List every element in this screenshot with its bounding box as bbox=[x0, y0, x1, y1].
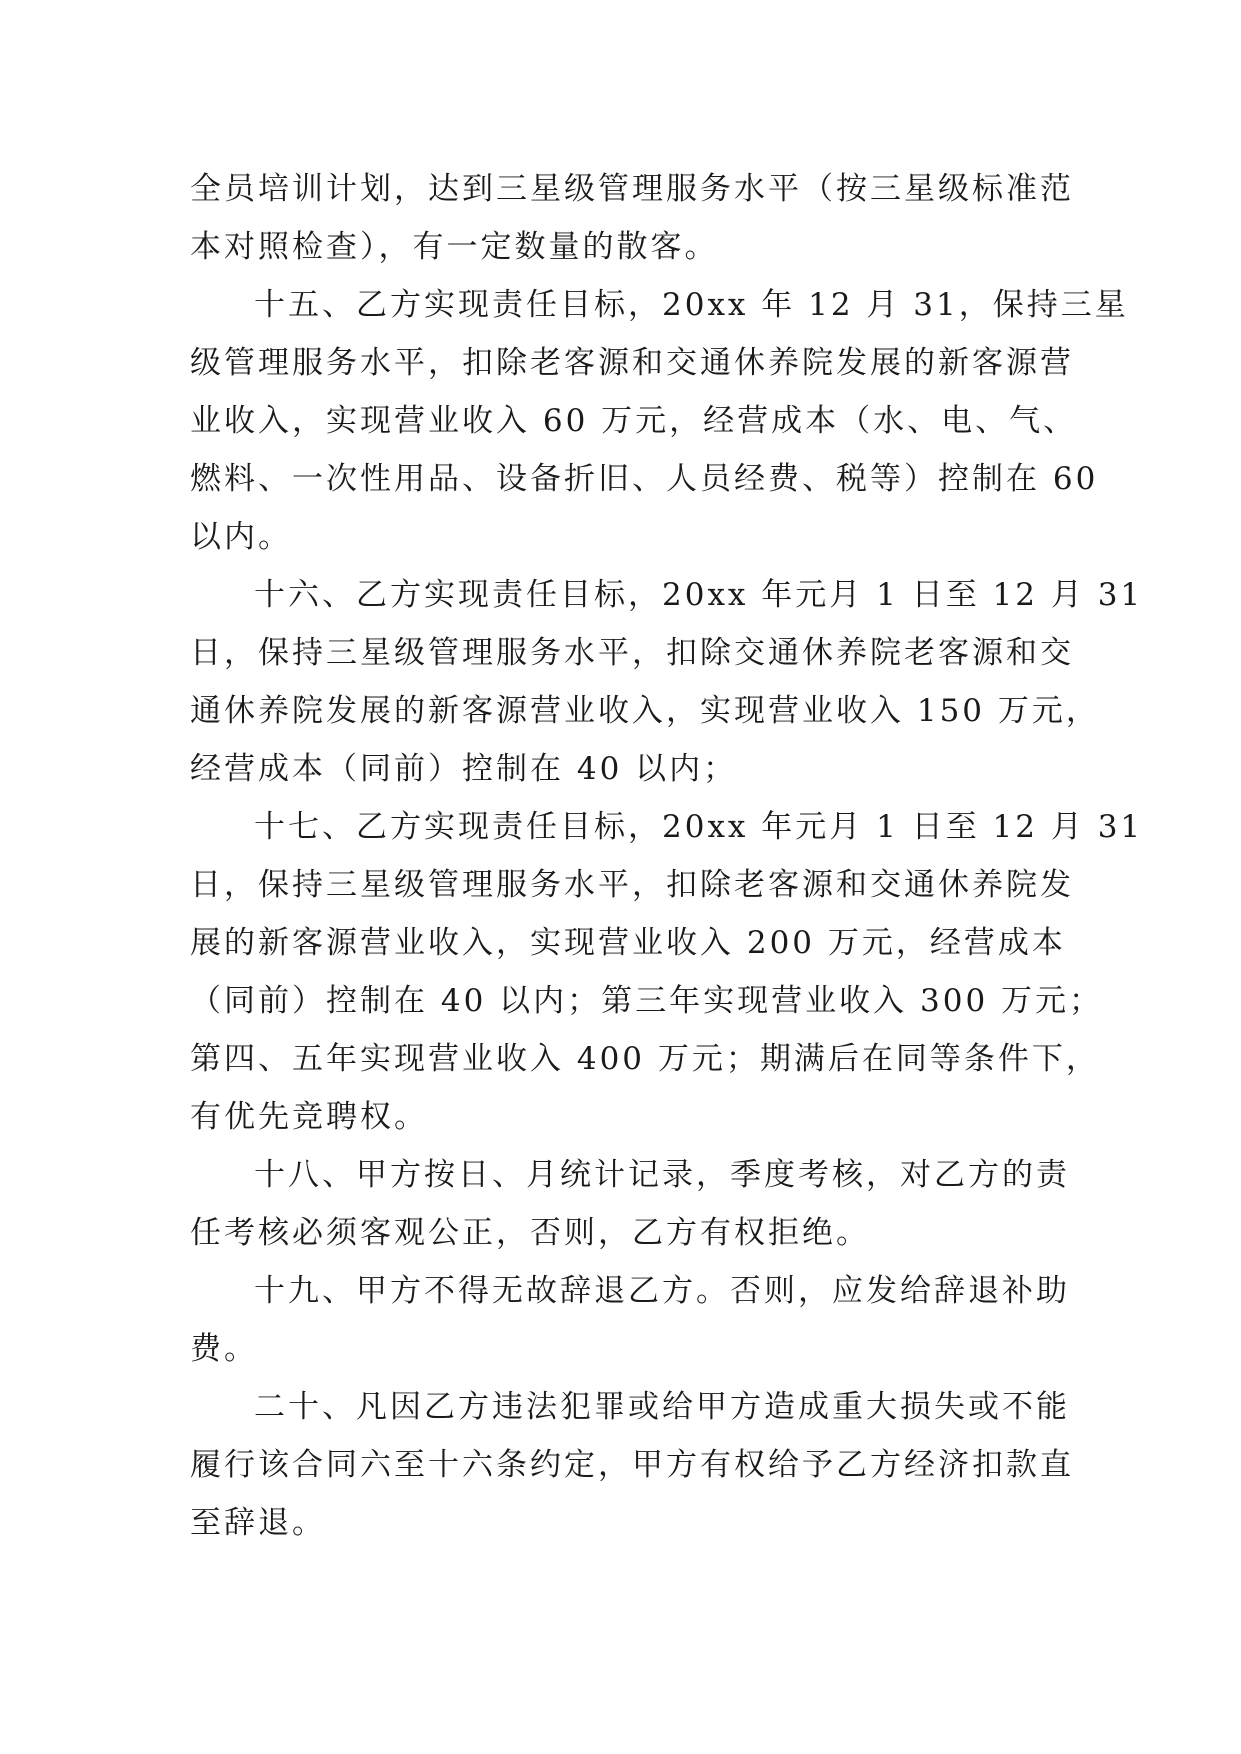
text-line: 以内。 bbox=[190, 519, 292, 555]
text-line: 日，保持三星级管理服务水平，扣除交通休养院老客源和交 bbox=[190, 635, 1074, 671]
paragraph-15-line: 十五、乙方实现责任目标，20xx 年 12 月 31，保持三星 bbox=[254, 287, 1129, 323]
text-line: 展的新客源营业收入，实现营业收入 200 万元，经营成本 bbox=[190, 925, 1066, 961]
text-line: 燃料、一次性用品、设备折旧、人员经费、税等）控制在 60 bbox=[190, 461, 1099, 497]
paragraph-19-line: 十九、甲方不得无故辞退乙方。否则，应发给辞退补助 bbox=[254, 1273, 1070, 1309]
text-line: 经营成本（同前）控制在 40 以内； bbox=[190, 751, 738, 787]
text-line: 第四、五年实现营业收入 400 万元；期满后在同等条件下， bbox=[190, 1041, 1100, 1077]
text-line: （同前）控制在 40 以内；第三年实现营业收入 300 万元； bbox=[190, 983, 1104, 1019]
text-line: 履行该合同六至十六条约定，甲方有权给予乙方经济扣款直 bbox=[190, 1447, 1074, 1483]
paragraph-17-line: 十七、乙方实现责任目标，20xx 年元月 1 日至 12 月 31 bbox=[254, 809, 1144, 845]
text-line: 本对照检查），有一定数量的散客。 bbox=[190, 229, 719, 265]
text-line: 业收入，实现营业收入 60 万元，经营成本（水、电、气、 bbox=[190, 403, 1078, 439]
text-line: 通休养院发展的新客源营业收入，实现营业收入 150 万元， bbox=[190, 693, 1100, 729]
paragraph-16-line: 十六、乙方实现责任目标，20xx 年元月 1 日至 12 月 31 bbox=[254, 577, 1144, 613]
text-line: 至辞退。 bbox=[190, 1505, 326, 1541]
text-line: 任考核必须客观公正，否则，乙方有权拒绝。 bbox=[190, 1215, 870, 1251]
text-line: 全员培训计划，达到三星级管理服务水平（按三星级标准范 bbox=[190, 171, 1074, 207]
text-line: 费。 bbox=[190, 1331, 258, 1367]
text-line: 级管理服务水平，扣除老客源和交通休养院发展的新客源营 bbox=[190, 345, 1074, 381]
document-body bbox=[190, 160, 1144, 1552]
text-line: 有优先竞聘权。 bbox=[190, 1099, 428, 1135]
paragraph-18-line: 十八、甲方按日、月统计记录，季度考核，对乙方的责 bbox=[254, 1157, 1070, 1193]
text-line: 日，保持三星级管理服务水平，扣除老客源和交通休养院发 bbox=[190, 867, 1074, 903]
paragraph-20-line: 二十、凡因乙方违法犯罪或给甲方造成重大损失或不能 bbox=[254, 1389, 1070, 1425]
